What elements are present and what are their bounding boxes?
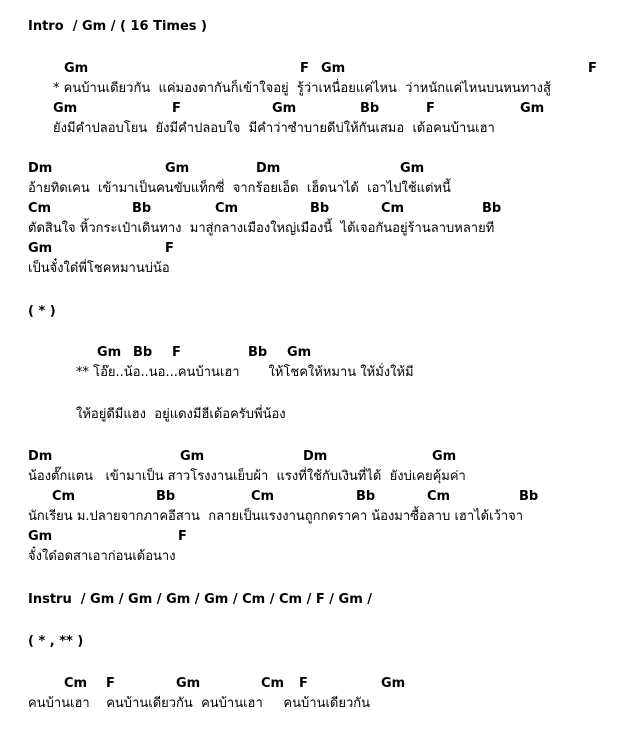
chord: Bb <box>133 345 153 360</box>
lyric-line: จั๋งใด๋อดสาเอาก่อนเด้อนาง <box>28 549 176 564</box>
chord: Cm <box>261 676 285 691</box>
chord: Dm <box>28 161 53 176</box>
chord: F <box>178 529 187 544</box>
lyric-line: น้องตั๊กแตน เข้ามาเป็น สาวโรงงานเย็บผ้า แรงที่ใช้กับเงินที่ได้ ยังบ่เคยคุ้มค่า <box>28 469 466 484</box>
chord: F <box>172 345 181 360</box>
intro-line: Intro / Gm / ( 16 Times ) <box>28 19 207 34</box>
chord: Gm <box>432 449 457 464</box>
lyric-line: * คนบ้านเดียวกัน แค่มองตากันก็เข้าใจอยู่ รู้ว่าเหนื่อยแค่ไหน ว่าหนักแค่ไหนบนหนทางสู้ <box>53 81 551 96</box>
chord: Gm <box>321 61 346 76</box>
repeat-marker: ( * , ** ) <box>28 634 84 649</box>
chord: Gm <box>165 161 190 176</box>
chord: Bb <box>519 489 539 504</box>
chord: F <box>300 61 309 76</box>
chord: Cm <box>28 201 52 216</box>
lyric-line: ยังมีคำปลอบโยน ยังมีคำปลอบใจ มีคำว่าซำบายดีบ่ให้กันเสมอ เด้อคนบ้านเฮา <box>53 121 495 136</box>
chord: Gm <box>28 529 53 544</box>
chord: Gm <box>381 676 406 691</box>
lyric-line: เป็นจั๋งใด๋พี่โชคหมานบ่น้อ <box>28 261 170 276</box>
chord: Cm <box>52 489 76 504</box>
chord: Dm <box>256 161 281 176</box>
instrumental-line: Instru / Gm / Gm / Gm / Gm / Cm / Cm / F / Gm / <box>28 592 373 607</box>
chord: Bb <box>248 345 268 360</box>
chord: Gm <box>53 101 78 116</box>
chord: Gm <box>287 345 312 360</box>
chord: F <box>172 101 181 116</box>
chord: Gm <box>400 161 425 176</box>
chord: Gm <box>176 676 201 691</box>
chord: Gm <box>64 61 89 76</box>
chord: Bb <box>360 101 380 116</box>
chord: Gm <box>97 345 122 360</box>
chord: Cm <box>251 489 275 504</box>
chord: F <box>299 676 308 691</box>
chord: Gm <box>28 241 53 256</box>
lyric-line: ให้อยู่ดีมีแฮง อยู่แดงมีฮีเด้อครับพี่น้อง <box>76 407 286 422</box>
chord: Gm <box>272 101 297 116</box>
chord: Gm <box>180 449 205 464</box>
lyric-line: ตัดสินใจ หิ้วกระเป๋าเดินทาง มาสู่กลางเมืองใหญ่เมืองนี้ ได้เจอกันอยู่ร้านลาบหลายที <box>28 221 495 236</box>
chord: F <box>426 101 435 116</box>
lyric-line: คนบ้านเฮา คนบ้านเดียวกัน คนบ้านเฮา คนบ้านเดียวกัน <box>28 696 371 711</box>
chord: Cm <box>215 201 239 216</box>
chord: F <box>588 61 597 76</box>
chord: Bb <box>132 201 152 216</box>
chord: Dm <box>28 449 53 464</box>
chord: Dm <box>303 449 328 464</box>
chord: Bb <box>356 489 376 504</box>
chord: F <box>165 241 174 256</box>
chord: F <box>106 676 115 691</box>
chord: Bb <box>482 201 502 216</box>
chord: Cm <box>381 201 405 216</box>
chord: Cm <box>64 676 88 691</box>
chord: Cm <box>427 489 451 504</box>
chord: Bb <box>156 489 176 504</box>
repeat-marker: ( * ) <box>28 304 56 319</box>
lyric-line: ** โอ๊ย..น้อ..นอ...คนบ้านเฮา ให้โชคให้หมาน ให้มั่งให้มี <box>76 365 414 380</box>
lyric-line: นักเรียน ม.ปลายจากภาคอีสาน กลายเป็นแรงงานถูกกดราคา น้องมาซื้อลาบ เฮาได้เว้าจา <box>28 509 524 524</box>
lyric-line: อ้ายทิดเคน เข้ามาเป็นคนขับแท็กซี่ จากร้อยเอ็ด เฮ็ดนาได้ เอาไปใช้แต่หนี้ <box>28 181 451 196</box>
chord: Bb <box>310 201 330 216</box>
chord: Gm <box>520 101 545 116</box>
